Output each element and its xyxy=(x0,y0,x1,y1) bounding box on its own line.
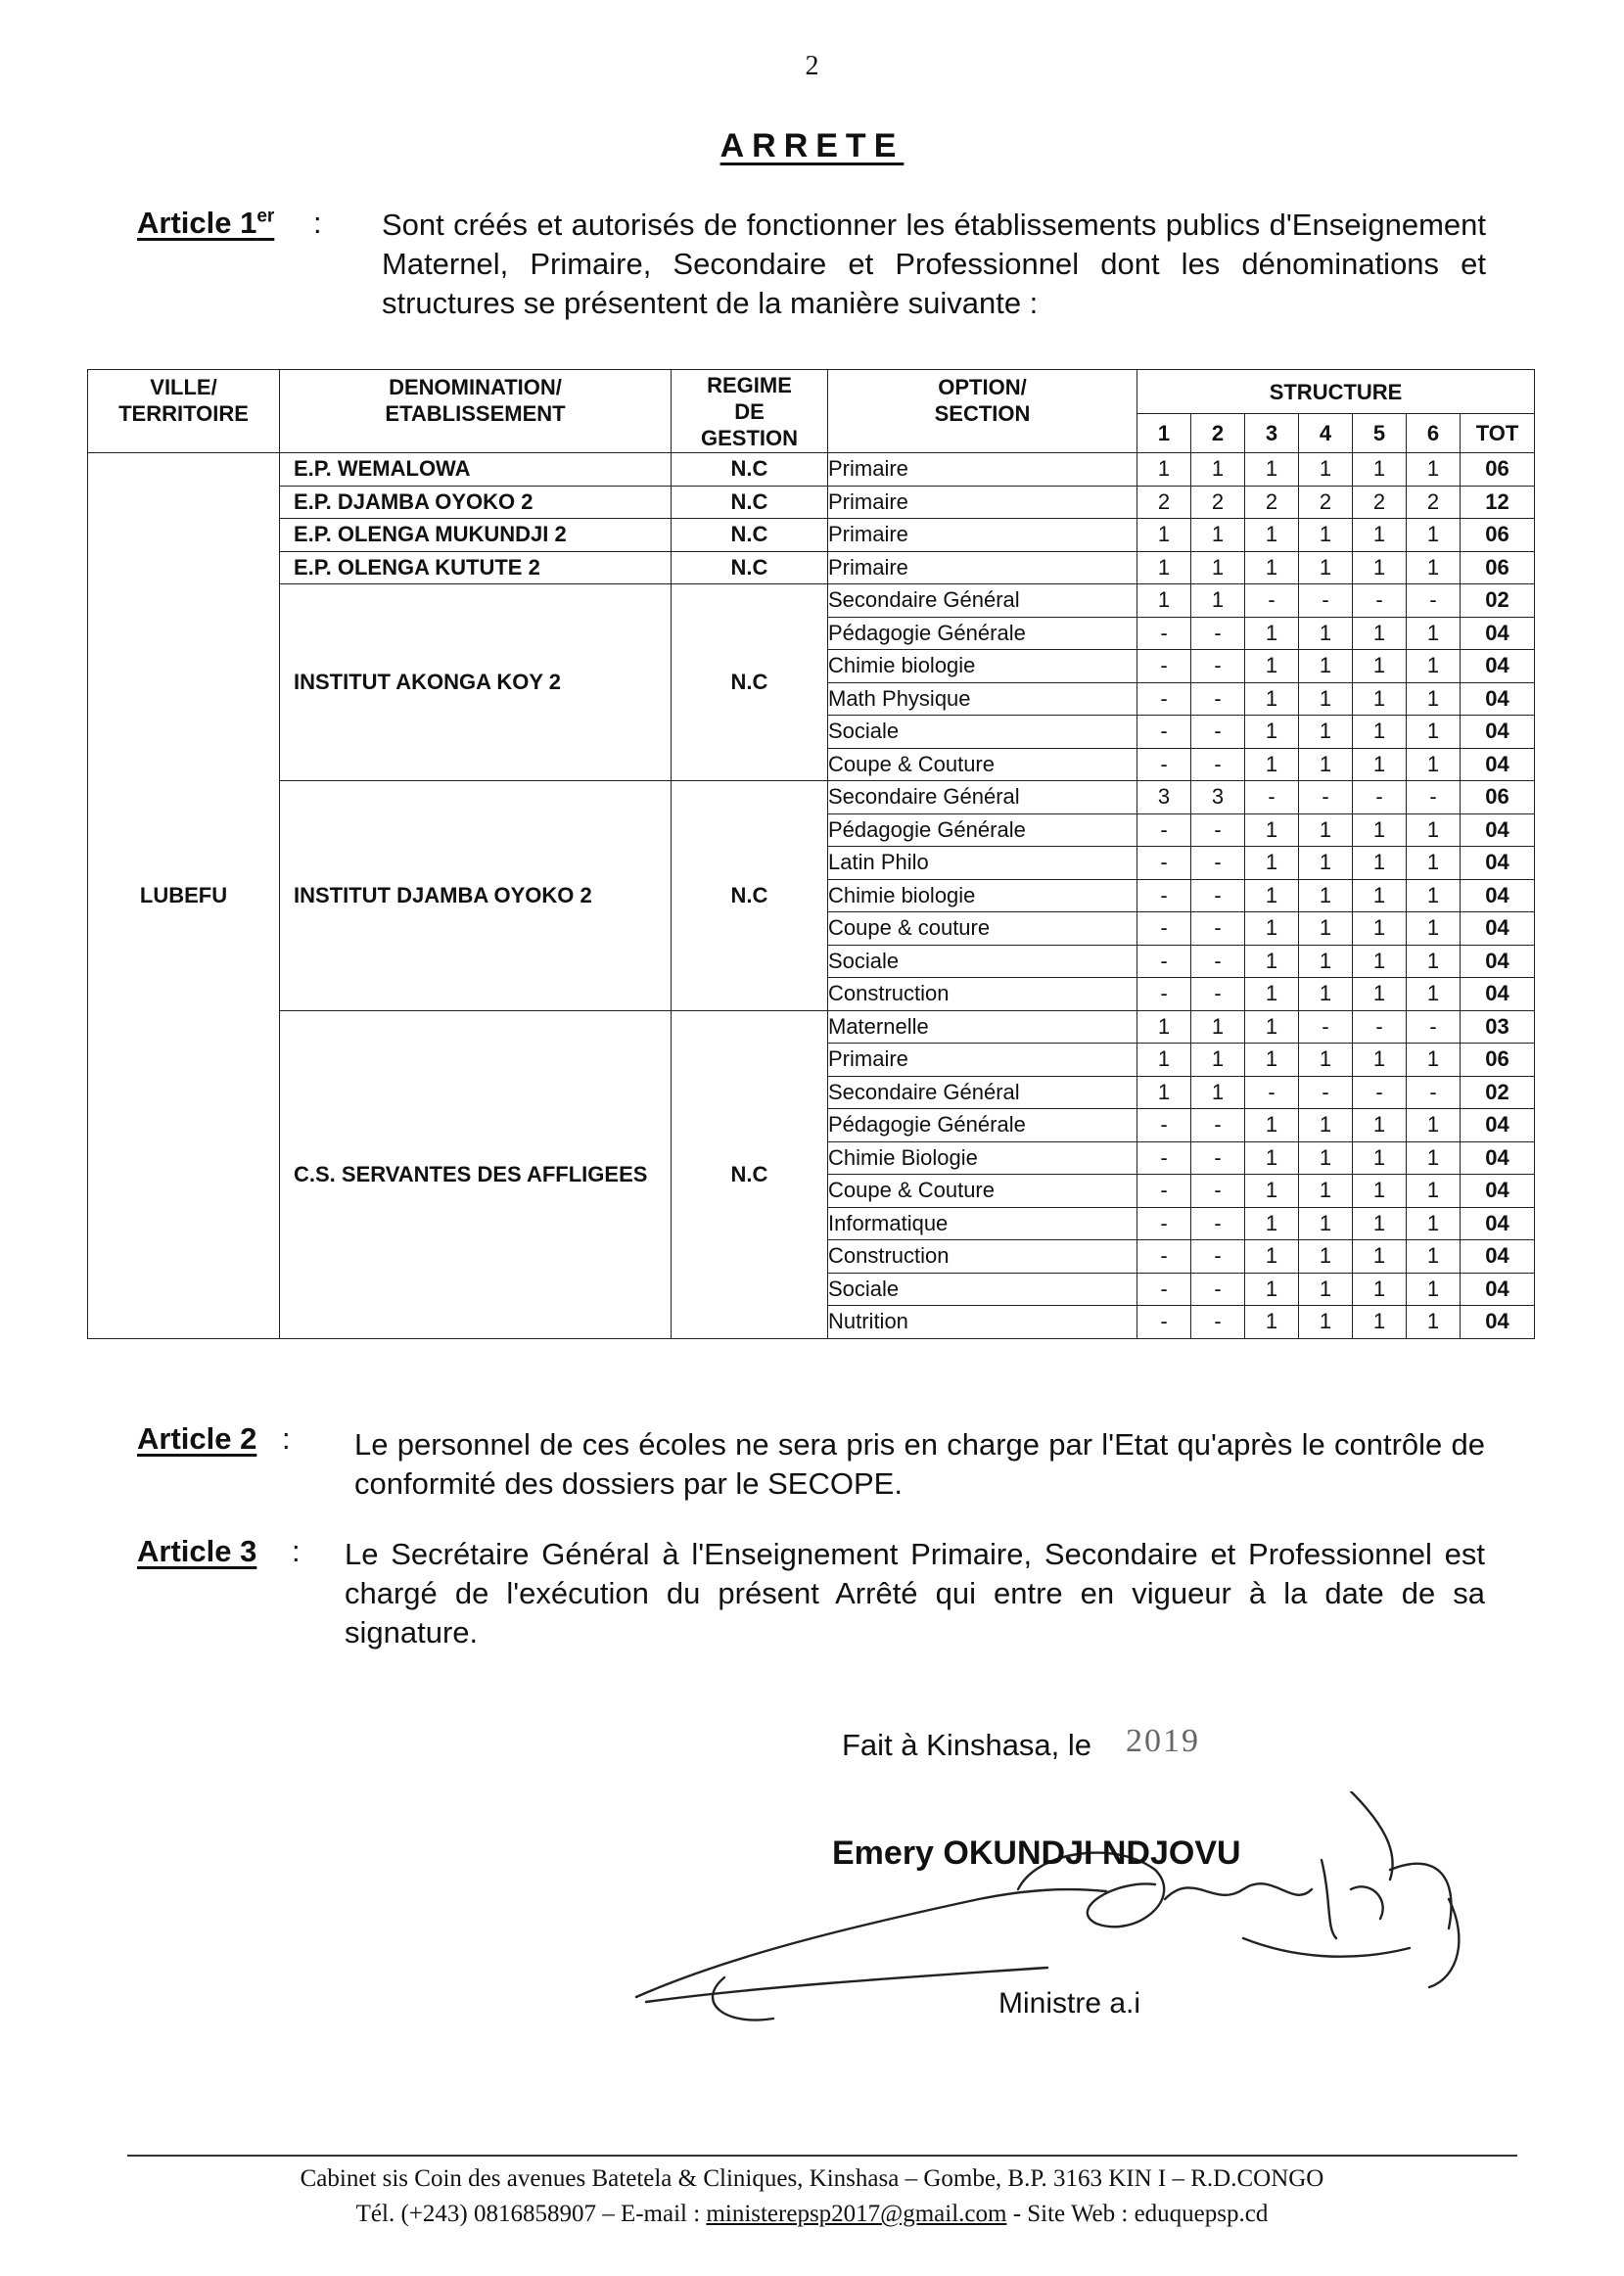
structure-cell-4: 1 xyxy=(1299,650,1353,683)
option-cell: Secondaire Général xyxy=(828,584,1137,618)
structure-cell-1: 1 xyxy=(1137,551,1191,584)
structure-cell-4: 1 xyxy=(1299,551,1353,584)
structure-cell-3: 2 xyxy=(1245,486,1299,519)
structure-cell-4: 1 xyxy=(1299,519,1353,552)
article-2-text: Le personnel de ces écoles ne sera pris en charge par l'Etat qu'après le contrôle de conformité des dossiers par le SECOPE. xyxy=(354,1427,1485,1501)
option-cell: Math Physique xyxy=(828,682,1137,716)
structure-cell-1: - xyxy=(1137,978,1191,1011)
footer-email-link[interactable]: ministerepsp2017@gmail.com xyxy=(706,2201,1007,2227)
structure-cell-5: 1 xyxy=(1353,519,1407,552)
structure-cell-3: 1 xyxy=(1245,945,1299,978)
option-cell: Coupe & Couture xyxy=(828,1175,1137,1208)
article-1-colon: : xyxy=(313,206,322,240)
structure-cell-4: 1 xyxy=(1299,716,1353,749)
total-cell: 04 xyxy=(1461,879,1535,912)
option-cell: Maternelle xyxy=(828,1010,1137,1044)
total-cell: 04 xyxy=(1461,617,1535,650)
structure-cell-3: 1 xyxy=(1245,1044,1299,1077)
structure-cell-6: - xyxy=(1407,1076,1461,1109)
structure-cell-6: 1 xyxy=(1407,716,1461,749)
structure-cell-6: 1 xyxy=(1407,847,1461,880)
structure-cell-4: - xyxy=(1299,1010,1353,1044)
structure-cell-6: 1 xyxy=(1407,748,1461,781)
school-name-cell: INSTITUT DJAMBA OYOKO 2 xyxy=(280,781,672,1011)
structure-cell-4: - xyxy=(1299,584,1353,618)
structure-cell-4: - xyxy=(1299,781,1353,814)
article-1-heading xyxy=(137,206,274,241)
option-cell: Latin Philo xyxy=(828,847,1137,880)
structure-cell-3: 1 xyxy=(1245,748,1299,781)
total-cell: 04 xyxy=(1461,1175,1535,1208)
total-cell: 04 xyxy=(1461,813,1535,847)
structure-cell-2: - xyxy=(1191,716,1245,749)
structure-cell-3: 1 xyxy=(1245,1010,1299,1044)
structure-cell-5: 1 xyxy=(1353,1175,1407,1208)
table-row xyxy=(88,551,1535,584)
option-cell: Chimie Biologie xyxy=(828,1141,1137,1175)
structure-cell-4: 1 xyxy=(1299,847,1353,880)
regime-cell: N.C xyxy=(672,453,828,487)
regime-cell: N.C xyxy=(672,519,828,552)
total-cell: 04 xyxy=(1461,1240,1535,1274)
school-name-cell: C.S. SERVANTES DES AFFLIGEES xyxy=(280,1010,672,1338)
structure-cell-4: 1 xyxy=(1299,617,1353,650)
table-row xyxy=(88,486,1535,519)
option-cell: Pédagogie Générale xyxy=(828,1109,1137,1142)
option-cell: Primaire xyxy=(828,453,1137,487)
total-cell: 12 xyxy=(1461,486,1535,519)
total-cell: 04 xyxy=(1461,748,1535,781)
total-cell: 04 xyxy=(1461,1141,1535,1175)
structure-cell-2: 1 xyxy=(1191,1044,1245,1077)
structure-cell-6: 1 xyxy=(1407,1175,1461,1208)
school-name-cell: INSTITUT AKONGA KOY 2 xyxy=(280,584,672,781)
regime-cell: N.C xyxy=(672,551,828,584)
structure-cell-5: 2 xyxy=(1353,486,1407,519)
structure-cell-1: - xyxy=(1137,748,1191,781)
structure-cell-6: - xyxy=(1407,781,1461,814)
structure-cell-6: 2 xyxy=(1407,486,1461,519)
structure-cell-2: 3 xyxy=(1191,781,1245,814)
structure-cell-5: - xyxy=(1353,781,1407,814)
structure-cell-6: 1 xyxy=(1407,1141,1461,1175)
structure-cell-1: - xyxy=(1137,1273,1191,1306)
structure-cell-5: - xyxy=(1353,584,1407,618)
structure-cell-1: - xyxy=(1137,1207,1191,1240)
structure-cell-1: 1 xyxy=(1137,1076,1191,1109)
structure-cell-3: 1 xyxy=(1245,682,1299,716)
structure-cell-3: - xyxy=(1245,781,1299,814)
regime-cell: N.C xyxy=(672,781,828,1011)
option-cell: Coupe & Couture xyxy=(828,748,1137,781)
article-3-text: Le Secrétaire Général à l'Enseignement Primaire, Secondaire et Professionnel est chargé de l'exécution du présent Arrêté qui entre en vigueur à la date de sa signature. xyxy=(345,1537,1485,1649)
structure-cell-4: 1 xyxy=(1299,1044,1353,1077)
structure-cell-5: 1 xyxy=(1353,1141,1407,1175)
structure-cell-6: 1 xyxy=(1407,1273,1461,1306)
total-cell: 06 xyxy=(1461,551,1535,584)
structure-cell-4: 1 xyxy=(1299,1306,1353,1339)
structure-cell-2: - xyxy=(1191,1141,1245,1175)
structure-cell-1: - xyxy=(1137,716,1191,749)
structure-cell-6: 1 xyxy=(1407,945,1461,978)
structure-cell-1: 1 xyxy=(1137,453,1191,487)
structure-cell-2: 1 xyxy=(1191,584,1245,618)
structure-cell-3: 1 xyxy=(1245,847,1299,880)
option-cell: Chimie biologie xyxy=(828,650,1137,683)
structure-cell-6: 1 xyxy=(1407,813,1461,847)
structure-cell-2: - xyxy=(1191,813,1245,847)
structure-cell-1: - xyxy=(1137,1240,1191,1274)
table-row xyxy=(88,1010,1535,1044)
structure-cell-2: 1 xyxy=(1191,1076,1245,1109)
structure-cell-5: 1 xyxy=(1353,1306,1407,1339)
total-cell: 06 xyxy=(1461,519,1535,552)
signatory-role: Ministre a.i xyxy=(998,1987,1141,2020)
option-cell: Informatique xyxy=(828,1207,1137,1240)
structure-cell-4: 1 xyxy=(1299,1240,1353,1274)
structure-cell-4: 1 xyxy=(1299,945,1353,978)
structure-cell-2: - xyxy=(1191,945,1245,978)
structure-cell-1: - xyxy=(1137,1306,1191,1339)
structure-cell-2: - xyxy=(1191,1306,1245,1339)
header-col-4: 4 xyxy=(1299,414,1353,453)
structure-cell-4: 1 xyxy=(1299,1175,1353,1208)
total-cell: 04 xyxy=(1461,945,1535,978)
structure-cell-5: 1 xyxy=(1353,748,1407,781)
structure-cell-6: 1 xyxy=(1407,551,1461,584)
structure-cell-2: - xyxy=(1191,1175,1245,1208)
structure-cell-3: 1 xyxy=(1245,1240,1299,1274)
structure-cell-1: 2 xyxy=(1137,486,1191,519)
option-cell: Sociale xyxy=(828,945,1137,978)
table-body xyxy=(88,453,1535,1339)
ville-cell: LUBEFU xyxy=(88,453,280,1339)
structure-cell-1: - xyxy=(1137,682,1191,716)
structure-cell-1: - xyxy=(1137,617,1191,650)
footer-website: - Site Web : eduquepsp.cd xyxy=(1006,2201,1269,2227)
option-cell: Primaire xyxy=(828,1044,1137,1077)
structure-cell-2: - xyxy=(1191,617,1245,650)
total-cell: 03 xyxy=(1461,1010,1535,1044)
structure-cell-2: 1 xyxy=(1191,453,1245,487)
structure-cell-5: - xyxy=(1353,1076,1407,1109)
header-col-6: 6 xyxy=(1407,414,1461,453)
total-cell: 04 xyxy=(1461,716,1535,749)
structure-cell-1: - xyxy=(1137,813,1191,847)
structure-table xyxy=(87,369,1535,1339)
header-ville: VILLE/ TERRITOIRE xyxy=(88,370,280,453)
structure-cell-4: 2 xyxy=(1299,486,1353,519)
option-cell: Pédagogie Générale xyxy=(828,617,1137,650)
structure-cell-6: 1 xyxy=(1407,650,1461,683)
structure-cell-1: 1 xyxy=(1137,1044,1191,1077)
structure-cell-1: - xyxy=(1137,945,1191,978)
structure-cell-3: 1 xyxy=(1245,1175,1299,1208)
signatory-name: Emery OKUNDJI NDJOVU xyxy=(832,1835,1241,1872)
title-text: ARRETE xyxy=(719,127,905,164)
structure-cell-5: 1 xyxy=(1353,912,1407,946)
structure-cell-6: 1 xyxy=(1407,682,1461,716)
structure-cell-2: - xyxy=(1191,912,1245,946)
structure-cell-4: 1 xyxy=(1299,813,1353,847)
regime-cell: N.C xyxy=(672,1010,828,1338)
option-cell: Primaire xyxy=(828,519,1137,552)
structure-cell-2: 1 xyxy=(1191,519,1245,552)
structure-cell-5: 1 xyxy=(1353,978,1407,1011)
structure-cell-4: 1 xyxy=(1299,978,1353,1011)
structure-cell-5: 1 xyxy=(1353,945,1407,978)
structure-cell-6: 1 xyxy=(1407,1044,1461,1077)
structure-cell-6: 1 xyxy=(1407,1240,1461,1274)
structure-cell-3: 1 xyxy=(1245,650,1299,683)
structure-cell-2: 1 xyxy=(1191,1010,1245,1044)
structure-cell-5: 1 xyxy=(1353,879,1407,912)
article-1-text: Sont créés et autorisés de fonctionner les établissements publics d'Enseignement Maternel, Primaire, Secondaire et Professionnel dont les dénominations et structures se présentent de la manière suivante : xyxy=(382,208,1486,320)
structure-cell-1: - xyxy=(1137,1109,1191,1142)
structure-cell-3: - xyxy=(1245,584,1299,618)
total-cell: 04 xyxy=(1461,978,1535,1011)
total-cell: 06 xyxy=(1461,781,1535,814)
footer-divider xyxy=(127,2155,1517,2157)
structure-cell-6: 1 xyxy=(1407,617,1461,650)
structure-cell-2: 1 xyxy=(1191,551,1245,584)
structure-cell-6: 1 xyxy=(1407,519,1461,552)
total-cell: 02 xyxy=(1461,1076,1535,1109)
structure-cell-1: 3 xyxy=(1137,781,1191,814)
structure-cell-2: - xyxy=(1191,978,1245,1011)
structure-cell-2: - xyxy=(1191,682,1245,716)
article-3-label: Article 3 xyxy=(137,1534,257,1568)
structure-cell-4: 1 xyxy=(1299,1109,1353,1142)
header-structure: STRUCTURE xyxy=(1137,370,1535,414)
header-denomination: DENOMINATION/ ETABLISSEMENT xyxy=(280,370,672,453)
structure-cell-5: 1 xyxy=(1353,1044,1407,1077)
structure-cell-2: - xyxy=(1191,847,1245,880)
structure-cell-5: 1 xyxy=(1353,1273,1407,1306)
structure-cell-3: 1 xyxy=(1245,978,1299,1011)
regime-cell: N.C xyxy=(672,584,828,781)
school-name-cell: E.P. OLENGA MUKUNDJI 2 xyxy=(280,519,672,552)
footer-address: Cabinet sis Coin des avenues Batetela & Cliniques, Kinshasa – Gombe, B.P. 3163 KIN I – R.D.CONGO xyxy=(300,2165,1324,2192)
structure-cell-4: 1 xyxy=(1299,1141,1353,1175)
option-cell: Sociale xyxy=(828,1273,1137,1306)
place-date-line: Fait à Kinshasa, le xyxy=(842,1728,1092,1762)
structure-cell-1: - xyxy=(1137,650,1191,683)
header-col-3: 3 xyxy=(1245,414,1299,453)
school-name-cell: E.P. OLENGA KUTUTE 2 xyxy=(280,551,672,584)
structure-cell-5: 1 xyxy=(1353,650,1407,683)
option-cell: Construction xyxy=(828,1240,1137,1274)
header-col-2: 2 xyxy=(1191,414,1245,453)
total-cell: 04 xyxy=(1461,1207,1535,1240)
structure-cell-4: 1 xyxy=(1299,682,1353,716)
structure-cell-1: - xyxy=(1137,847,1191,880)
structure-cell-5: 1 xyxy=(1353,617,1407,650)
structure-cell-5: 1 xyxy=(1353,716,1407,749)
header-option: OPTION/ SECTION xyxy=(828,370,1137,453)
structure-cell-3: 1 xyxy=(1245,519,1299,552)
article-1-label: Article 1er xyxy=(137,206,275,240)
option-cell: Secondaire Général xyxy=(828,781,1137,814)
structure-cell-4: 1 xyxy=(1299,1273,1353,1306)
structure-cell-3: 1 xyxy=(1245,1207,1299,1240)
option-cell: Nutrition xyxy=(828,1306,1137,1339)
structure-cell-3: 1 xyxy=(1245,813,1299,847)
structure-cell-2: - xyxy=(1191,879,1245,912)
structure-cell-1: - xyxy=(1137,1141,1191,1175)
structure-cell-1: - xyxy=(1137,912,1191,946)
option-cell: Primaire xyxy=(828,486,1137,519)
table-row xyxy=(88,781,1535,814)
structure-cell-6: - xyxy=(1407,1010,1461,1044)
structure-cell-1: 1 xyxy=(1137,1010,1191,1044)
option-cell: Coupe & couture xyxy=(828,912,1137,946)
structure-cell-6: 1 xyxy=(1407,453,1461,487)
total-cell: 06 xyxy=(1461,1044,1535,1077)
article-3-colon: : xyxy=(292,1534,301,1568)
structure-cell-4: 1 xyxy=(1299,879,1353,912)
structure-cell-3: 1 xyxy=(1245,617,1299,650)
total-cell: 04 xyxy=(1461,1273,1535,1306)
school-name-cell: E.P. WEMALOWA xyxy=(280,453,672,487)
header-regime: REGIME DE GESTION xyxy=(672,370,828,453)
structure-cell-4: 1 xyxy=(1299,912,1353,946)
total-cell: 06 xyxy=(1461,453,1535,487)
header-col-tot: TOT xyxy=(1461,414,1535,453)
article-2-label: Article 2 xyxy=(137,1421,257,1456)
structure-cell-5: - xyxy=(1353,1010,1407,1044)
structure-cell-4: - xyxy=(1299,1076,1353,1109)
structure-cell-6: 1 xyxy=(1407,1207,1461,1240)
structure-cell-3: 1 xyxy=(1245,1141,1299,1175)
structure-cell-3: 1 xyxy=(1245,453,1299,487)
structure-cell-3: 1 xyxy=(1245,879,1299,912)
structure-cell-6: 1 xyxy=(1407,1306,1461,1339)
structure-cell-3: - xyxy=(1245,1076,1299,1109)
table-row xyxy=(88,584,1535,618)
structure-cell-2: - xyxy=(1191,1207,1245,1240)
structure-cell-2: - xyxy=(1191,1240,1245,1274)
structure-cell-5: 1 xyxy=(1353,1240,1407,1274)
school-name-cell: E.P. DJAMBA OYOKO 2 xyxy=(280,486,672,519)
total-cell: 04 xyxy=(1461,1109,1535,1142)
header-col-5: 5 xyxy=(1353,414,1407,453)
structure-cell-2: - xyxy=(1191,1273,1245,1306)
footer-phone: Tél. (+243) 0816858907 – E-mail : xyxy=(355,2201,707,2227)
structure-cell-3: 1 xyxy=(1245,716,1299,749)
total-cell: 02 xyxy=(1461,584,1535,618)
structure-cell-3: 1 xyxy=(1245,1109,1299,1142)
page-number: 2 xyxy=(805,51,819,81)
table-row xyxy=(88,453,1535,487)
structure-cell-6: 1 xyxy=(1407,978,1461,1011)
structure-cell-5: 1 xyxy=(1353,813,1407,847)
structure-cell-5: 1 xyxy=(1353,847,1407,880)
structure-cell-4: 1 xyxy=(1299,748,1353,781)
structure-cell-6: 1 xyxy=(1407,879,1461,912)
structure-cell-5: 1 xyxy=(1353,1207,1407,1240)
total-cell: 04 xyxy=(1461,682,1535,716)
footer-contact xyxy=(0,2201,1624,2228)
structure-cell-2: - xyxy=(1191,748,1245,781)
stamp-date: 2019 xyxy=(1126,1723,1200,1759)
total-cell: 04 xyxy=(1461,650,1535,683)
total-cell: 04 xyxy=(1461,912,1535,946)
structure-cell-1: - xyxy=(1137,879,1191,912)
structure-cell-6: 1 xyxy=(1407,1109,1461,1142)
option-cell: Primaire xyxy=(828,551,1137,584)
structure-cell-3: 1 xyxy=(1245,1306,1299,1339)
structure-cell-1: 1 xyxy=(1137,519,1191,552)
structure-cell-3: 1 xyxy=(1245,912,1299,946)
structure-cell-1: - xyxy=(1137,1175,1191,1208)
structure-cell-3: 1 xyxy=(1245,1273,1299,1306)
total-cell: 04 xyxy=(1461,1306,1535,1339)
document-title xyxy=(0,127,1624,165)
regime-cell: N.C xyxy=(672,486,828,519)
option-cell: Secondaire Général xyxy=(828,1076,1137,1109)
structure-cell-5: 1 xyxy=(1353,453,1407,487)
structure-cell-1: 1 xyxy=(1137,584,1191,618)
structure-cell-2: - xyxy=(1191,1109,1245,1142)
structure-cell-4: 1 xyxy=(1299,453,1353,487)
structure-cell-5: 1 xyxy=(1353,551,1407,584)
structure-cell-6: - xyxy=(1407,584,1461,618)
structure-cell-4: 1 xyxy=(1299,1207,1353,1240)
header-col-1: 1 xyxy=(1137,414,1191,453)
structure-cell-5: 1 xyxy=(1353,1109,1407,1142)
total-cell: 04 xyxy=(1461,847,1535,880)
table-row xyxy=(88,519,1535,552)
structure-cell-6: 1 xyxy=(1407,912,1461,946)
structure-cell-2: 2 xyxy=(1191,486,1245,519)
article-2-colon: : xyxy=(282,1421,291,1456)
option-cell: Sociale xyxy=(828,716,1137,749)
structure-cell-5: 1 xyxy=(1353,682,1407,716)
option-cell: Chimie biologie xyxy=(828,879,1137,912)
structure-cell-3: 1 xyxy=(1245,551,1299,584)
structure-cell-2: - xyxy=(1191,650,1245,683)
option-cell: Construction xyxy=(828,978,1137,1011)
option-cell: Pédagogie Générale xyxy=(828,813,1137,847)
